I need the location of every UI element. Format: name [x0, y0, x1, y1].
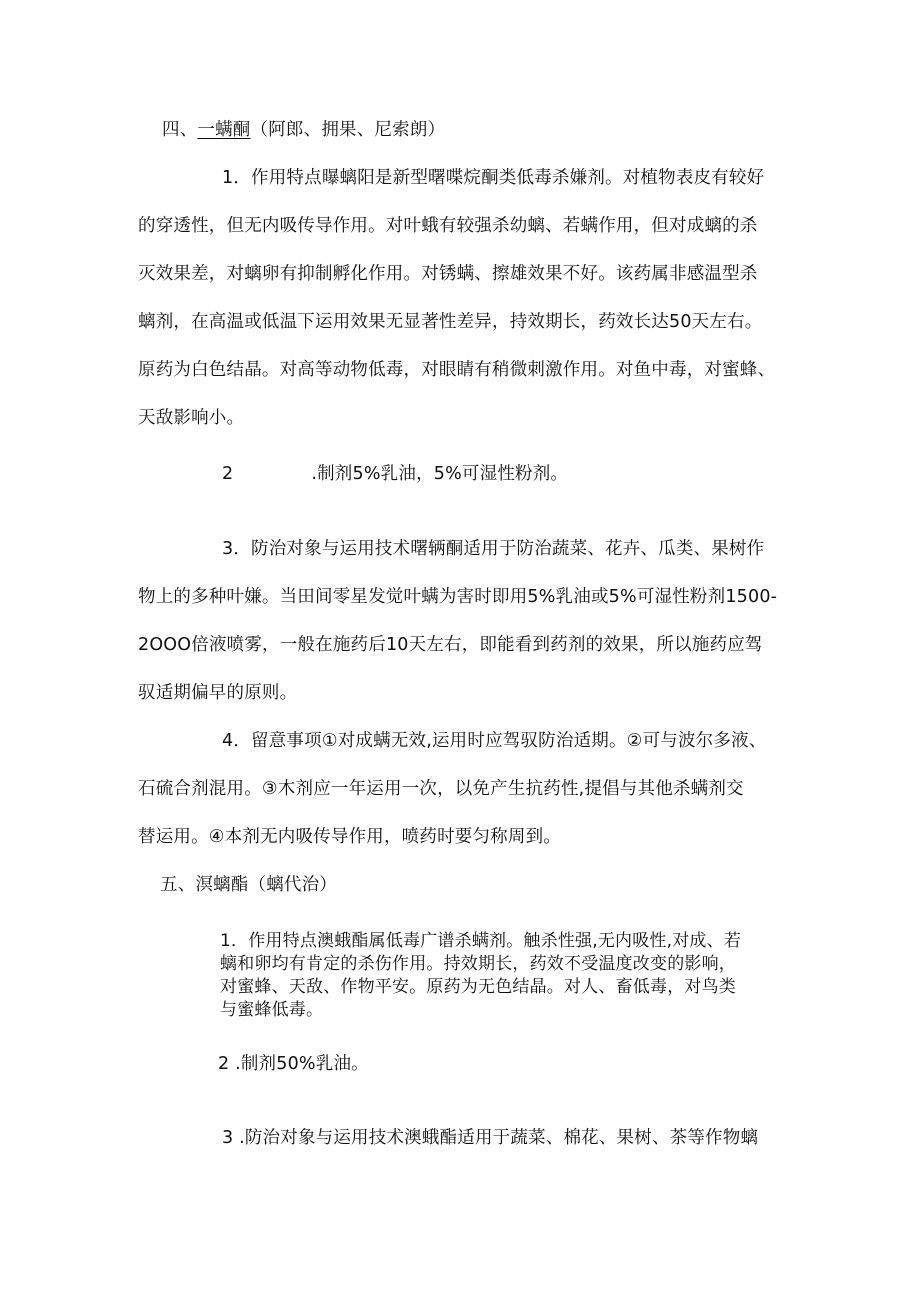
s4-p3-line-4: 驭适期偏早的原则。 [138, 683, 298, 703]
s4-p3-line-2: 物上的多种叶嫌。当田间零星发觉叶螨为害时即用5%乳油或5%可湿性粉剂1500- [138, 587, 778, 607]
s4-p4-line-2: 石硫合剂混用。③木剂应一年运用一次，以免产生抗药性,提倡与其他杀螨剂交 [138, 779, 744, 799]
s4-p1-line-6: 天敌影响小。 [138, 408, 245, 428]
s4-p1-line-5: 原药为白色结晶。对高等动物低毒，对眼睛有稍微刺激作用。对鱼中毒，对蜜蜂、 [138, 360, 776, 380]
s4-p2-text: .制剂5%乳油，5%可湿性粉剂。 [311, 464, 569, 484]
s4-p1-line-4: 螭剂，在高温或低温下运用效果无显著性差异，持效期长，药效长达50天左右。 [138, 312, 763, 332]
s5-p1-line-1: 1．作用特点澳蛾酯属低毒广谱杀螨剂。触杀性强,无内吸性,对成、若 [220, 931, 742, 951]
s5-p1-line-2: 螭和卵均有肯定的杀伤作用。持效期长，药效不受温度改变的影响， [220, 954, 736, 974]
section-4-pesticide-name: 一螨酮 [197, 120, 251, 140]
s4-p1-line-3: 灭效果差，对螭卵有抑制孵化作用。对锈螨、擦雄效果不好。该药属非感温型杀 [138, 264, 758, 284]
s4-p3-line-1: 3．防治对象与运用技术曙辆酮适用于防治蔬菜、花卉、瓜类、果树作 [222, 539, 765, 559]
section-4-heading [162, 118, 445, 142]
s5-p1-line-4: 与蜜蜂低毒。 [220, 1000, 324, 1020]
section-5-heading: 五、溟螭酯（螭代治） [160, 875, 337, 895]
s4-p4-line-3: 替运用。④本剂无内吸传导作用，喷药时要匀称周到。 [138, 827, 561, 847]
s4-p1-line-1: 1．作用特点曝螭阳是新型曙喋烷酮类低毒杀嫌剂。对植物表皮有较好 [222, 168, 765, 188]
s5-p2: 2 .制剂50%乳油。 [218, 1054, 369, 1074]
s5-p1-line-3: 对蜜蜂、天敌、作物平安。原药为无色结晶。对人、畜低毒，对鸟类 [220, 977, 736, 997]
s4-p2-number: 2 [222, 464, 234, 484]
section-4-number: 四、 [162, 120, 198, 140]
s4-p3-line-3: 2OOO倍液喷雾，一般在施药后10天左右，即能看到药剂的效果，所以施药应驾 [138, 635, 763, 655]
s4-p4-line-1: 4．留意事项①对成螨无效,运用时应驾驭防治适期。②可与波尔多液、 [222, 731, 767, 751]
s4-p2 [222, 462, 568, 486]
section-4-aliases: （阿郎、拥果、尼索朗） [250, 120, 446, 140]
s4-p1-line-2: 的穿透性，但无内吸传导作用。对叶蛾有较强杀幼螭、若螨作用，但对成螭的杀 [138, 216, 758, 236]
s5-p3-line-1: 3 .防治对象与运用技术澳蛾酯适用于蔬菜、棉花、果树、茶等作物螭 [222, 1128, 759, 1148]
